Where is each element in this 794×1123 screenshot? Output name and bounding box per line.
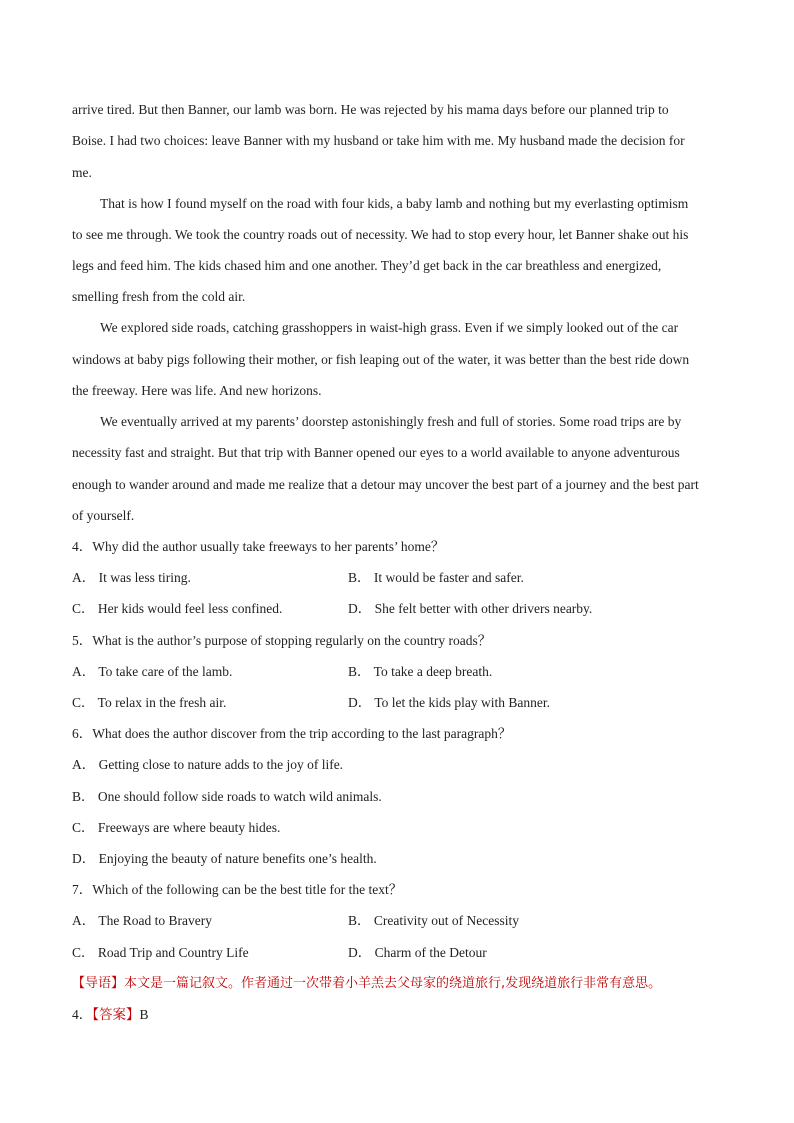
option-d: D． To let the kids play with Banner. xyxy=(348,695,551,710)
passage-line: smelling fresh from the cold air. xyxy=(72,289,246,304)
option-a: A． To take care of the lamb. xyxy=(72,664,233,679)
option-a: A． The Road to Bravery xyxy=(72,913,212,928)
question-stem: 7．Which of the following can be the best title for the text？ xyxy=(72,882,403,897)
answer-tag: 【答案】 xyxy=(92,1007,140,1022)
passage-line: enough to wander around and made me realize that a detour may uncover the best part of a journey and the best part xyxy=(72,477,699,492)
question-stem: 5．What is the author’s purpose of stopping regularly on the country roads？ xyxy=(72,633,492,648)
option-b: B． It would be faster and safer. xyxy=(348,570,524,585)
option-a: A． It was less tiring. xyxy=(72,570,191,585)
option-c: C． Her kids would feel less confined. xyxy=(72,601,283,616)
passage-line: legs and feed him. The kids chased him and one another. They’d get back in the car breathless and energized, xyxy=(72,258,662,273)
passage-line: the freeway. Here was life. And new horizons. xyxy=(72,383,322,398)
guide-text: 【导语】本文是一篇记叙文。作者通过一次带着小羊羔去父母家的绕道旅行,发现绕道旅行非常有意思。 xyxy=(72,976,662,991)
option-c: C． Road Trip and Country Life xyxy=(72,945,249,960)
passage-line: of yourself. xyxy=(72,508,135,523)
passage-line: Boise. I had two choices: leave Banner with my husband or take him with me. My husband made the decision for xyxy=(72,133,685,148)
option-b: B． To take a deep breath. xyxy=(348,664,493,679)
option-a: A． Getting close to nature adds to the joy of life. xyxy=(72,757,344,772)
option-c: C． To relax in the fresh air. xyxy=(72,695,227,710)
answer-number: 4． xyxy=(72,1007,93,1022)
option-d: D． She felt better with other drivers nearby. xyxy=(348,601,593,616)
passage-line: arrive tired. But then Banner, our lamb was born. He was rejected by his mama days before our planned trip to xyxy=(72,102,669,117)
passage-line: necessity fast and straight. But that trip with Banner opened our eyes to a world available to anyone adventurous xyxy=(72,445,680,460)
question-stem: 6．What does the author discover from the trip according to the last paragraph？ xyxy=(72,726,512,741)
answer-line xyxy=(72,1007,732,1023)
option-c: C． Freeways are where beauty hides. xyxy=(72,820,281,835)
answer-value: B xyxy=(139,1007,149,1022)
passage-line: We eventually arrived at my parents’ doorstep astonishingly fresh and full of stories. Some road trips are by xyxy=(100,414,682,429)
passage-line: me. xyxy=(72,165,92,180)
passage-line: That is how I found myself on the road with four kids, a baby lamb and nothing but my everlasting optimism xyxy=(100,196,689,211)
passage-line: to see me through. We took the country roads out of necessity. We had to stop every hour, let Banner shake out his xyxy=(72,227,689,242)
passage-line: windows at baby pigs following their mother, or fish leaping out of the water, it was better than the best ride down xyxy=(72,352,690,367)
passage-line: We explored side roads, catching grasshoppers in waist-high grass. Even if we simply looked out of the car xyxy=(100,320,679,335)
option-d: D． Enjoying the beauty of nature benefits one’s health. xyxy=(72,851,377,866)
option-b: B． One should follow side roads to watch wild animals. xyxy=(72,789,382,804)
option-b: B． Creativity out of Necessity xyxy=(348,913,519,928)
option-d: D． Charm of the Detour xyxy=(348,945,487,960)
question-stem: 4．Why did the author usually take freeways to her parents’ home？ xyxy=(72,539,445,554)
